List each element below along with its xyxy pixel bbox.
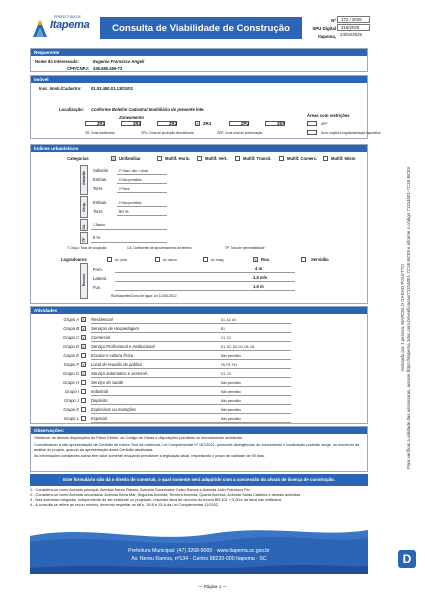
spu-value: 318/2025	[337, 24, 370, 31]
activity-name: Escolar e cultura física	[91, 353, 134, 358]
activity-row	[31, 415, 369, 423]
recuo-lateral-value: 1,5 m/s	[253, 275, 268, 280]
area-label-app: APP	[321, 122, 328, 126]
activity-info: C1, C2	[221, 336, 231, 340]
requerente-section	[30, 48, 368, 72]
signature-text	[400, 61, 412, 575]
zone-label-zep: ZEP	[277, 121, 286, 126]
logradouros-label: Logradouros	[61, 257, 87, 262]
activity-group-label: Grupo F	[63, 362, 79, 367]
activity-name: Serviço automotivo e assemel.	[91, 371, 149, 376]
activity-info: Não permitido	[221, 399, 241, 403]
categoria-unifamiliar: Unifamiliar	[119, 156, 141, 161]
row-embas-ocup-label: Embas.	[93, 200, 108, 205]
activity-info: G1, G2	[221, 372, 232, 376]
categoria-checkbox-unifamiliar[interactable]: X	[112, 157, 115, 161]
area-box-app[interactable]	[307, 121, 317, 126]
categoria-checkbox-multif-transit[interactable]	[235, 156, 240, 161]
activity-info: Não permitido	[221, 417, 241, 421]
spu-label: SPU Digital	[312, 26, 336, 31]
activity-info: Não permitido	[221, 408, 241, 412]
insc-label: Insc. Imob./Cadastro:	[39, 86, 82, 91]
categoria-multif-misto: Multif. Misto	[331, 156, 356, 161]
logradouro-av-princ: Av. princ.	[115, 258, 128, 262]
activity-info: Não permitido	[221, 381, 241, 385]
activity-checkbox[interactable]: X	[82, 372, 85, 376]
categoria-checkbox-multif-horiz[interactable]	[157, 156, 162, 161]
activity-row	[31, 316, 369, 324]
activity-row	[31, 388, 369, 396]
logradouro-av-secun: Av. secun.	[163, 258, 178, 262]
recuo-fundos-label: Fun.	[93, 285, 102, 290]
footer-address-line: Av. Nereu Ramos, nº134 · Centro 88220-000 Itapema - SC	[131, 556, 267, 562]
footer-notes	[30, 488, 368, 508]
indices-legend-tp: TP: Taxa de permeabilidade	[225, 246, 265, 250]
footer-contact-line: Prefeitura Municipal: (47) 3268-8000 · www.itapema.sc.gov.br	[128, 548, 270, 554]
activity-group-label: Grupo C	[63, 335, 79, 340]
number-label: Nº	[331, 18, 336, 23]
row-torre-ocup-label: Torre	[93, 209, 103, 214]
1doc-seal-icon: D	[398, 550, 416, 568]
activity-checkbox[interactable]	[81, 407, 86, 412]
logradouro-av-marg: Av. marg.	[211, 258, 225, 262]
footer-note-2: 2 - Considera-se como Avenida secundária: Avenida Beira Mar, Segunda Avenida, Terceira Avenida, Quarta Avenida, Avenida Santa Catarina e demais avenidas.	[30, 493, 302, 497]
activity-name: Local de reunião de público	[91, 362, 143, 367]
activity-name: Serviço Profissional e Institucional	[91, 344, 155, 349]
zone-label-zr4: ZR4	[203, 121, 211, 126]
observacao-2: Considerando a não apresentação da Certidão de Inteiro Teor da matrícula, Lei Complementar nº 167/2021, possíveis divergências de zoneamento e localização poderão surgir, no momento da análise do projeto, quando da apresentação desta Certidão atualizada.	[34, 442, 360, 452]
activity-checkbox[interactable]	[81, 380, 86, 385]
footer-banner: Este formulário não dá o direito de construir, o qual somente será adquirido com a concessão do alvará de licença de construção.	[30, 474, 368, 486]
activity-row	[31, 334, 369, 342]
activity-row	[31, 370, 369, 378]
activity-group-label: Grupo H	[63, 380, 79, 385]
recuo-fundos-value: 1,5 m	[253, 284, 264, 289]
observacoes-body	[34, 436, 364, 459]
activity-checkbox[interactable]: X	[82, 345, 85, 349]
signature-line-1: Assinado por 1 pessoa: MARCELO GAKHO POLETTO	[400, 264, 405, 372]
insc-value: 01.03.450.01.13/01/02	[91, 86, 133, 91]
indices-section	[30, 144, 368, 304]
row-torre-ocup-value: 50 %	[119, 209, 129, 214]
activity-name: Serviços de Hospedagem	[91, 326, 139, 331]
logo-text: Itapema	[50, 19, 90, 31]
indices-legend-tocup: T. Ocup./ Taxa de ocupação	[67, 246, 107, 250]
activity-group-label: Grupo K	[63, 407, 79, 412]
date-value: 24/04/2025	[340, 32, 362, 37]
activity-checkbox[interactable]: X	[82, 336, 85, 340]
row-tp-value: 5 %	[93, 235, 101, 240]
logradouro-checkbox-av-princ[interactable]	[107, 257, 112, 262]
name-label: Nome do Interessado:	[35, 59, 79, 64]
observacoes-section	[30, 426, 368, 472]
zone-label-zpu: ZPU	[241, 121, 250, 126]
row-subsolo-label: Subsolo	[93, 168, 109, 173]
activity-group-label: Grupo J	[64, 398, 79, 403]
row-embas-gab-label: Embas.	[93, 177, 108, 182]
categoria-multif-vert: Multif. Vert.	[205, 156, 228, 161]
page-number: — Página 1 —	[198, 584, 227, 589]
cpf-value: 436.680.469-72	[93, 66, 123, 71]
activity-info: Não permitido	[221, 390, 241, 394]
activity-group-label: Grupo E	[63, 353, 79, 358]
logradouro-servidao: Servidão	[311, 257, 329, 262]
logradouro-checkbox-av-marg[interactable]	[203, 257, 208, 262]
requerente-heading: Requerente	[31, 49, 367, 56]
indices-legend-ca: CA: Coeficiente de aproveitamento da terreno	[127, 246, 192, 250]
activity-group-label: Grupo D	[63, 344, 79, 349]
activity-group-label: Grupo A	[63, 317, 79, 322]
areas-label: Áreas com restrições	[307, 113, 350, 118]
logradouro-checkbox-rua[interactable]: X	[254, 258, 257, 262]
logradouro-checkbox-av-secun[interactable]	[155, 257, 160, 262]
logo-subtitle: PREFEITURA DE	[54, 15, 81, 19]
imovel-section	[30, 75, 381, 139]
recuo-frente-label: Fren.	[93, 267, 103, 272]
activity-group-label: Grupo I	[65, 389, 79, 394]
activity-info: A1, A2, A4	[221, 318, 236, 322]
activity-info: D1, D2, D3, D4, D5, D6	[221, 345, 255, 349]
categoria-checkbox-multif-comerc[interactable]	[279, 156, 284, 161]
name-value: Eugenio Francisco Angeli	[93, 59, 145, 64]
activity-name: Residencial	[91, 317, 113, 322]
activity-group-label: Grupo G	[62, 371, 79, 376]
activity-name: Explosivos ou munições	[91, 407, 136, 412]
zone-label-zr1: ZR1	[97, 121, 105, 126]
logo-icon	[30, 17, 50, 39]
footer-note-1: 1 - Considera-se como Avenida principal: Avenida Nereu Ramos, Avenida Governador Celso Ramos e Avenida João Francisco Pio.	[30, 488, 251, 492]
observacoes-heading: Observações:	[31, 427, 367, 434]
area-label-especifica: Área: sujeita à regulamentação específica	[321, 131, 381, 135]
cpf-label: CPF/CNPJ:	[67, 66, 90, 71]
activity-info: B1	[221, 327, 225, 331]
loc-label: Localização:	[59, 107, 85, 112]
city-logo	[30, 14, 96, 42]
activity-info: F8, F9, F11	[221, 363, 238, 367]
group-ocupacao: Ocup.	[80, 196, 88, 218]
activity-checkbox[interactable]	[81, 398, 86, 403]
observacao-3: As informações constantes acima tem valor somente enquanto prevalecer a legislação atual, respeitando o prazo de validade de 90 dias.	[34, 454, 265, 459]
zone-legend-zep: ZEP: Zona rural de preservação	[217, 131, 263, 135]
activity-checkbox[interactable]: X	[82, 327, 85, 331]
footer-wave-graphic	[30, 518, 368, 574]
activity-row	[31, 361, 369, 369]
recuo-lateral-label: Lateral.	[93, 276, 107, 281]
categoria-multif-horiz: Multif. Horiz.	[165, 156, 191, 161]
zone-legend-zpu: ZPU: Zona de produção diversificada	[141, 131, 194, 135]
categorias-label: Categorias	[67, 156, 89, 161]
logradouro-checkbox-servidao[interactable]	[301, 257, 306, 262]
activity-checkbox[interactable]: X	[82, 318, 85, 322]
row-embas-gab-value: 0 Não permitido	[119, 178, 142, 182]
activity-name: Industrial	[91, 389, 108, 394]
date-label: Itapema,	[318, 34, 336, 39]
logradouro-rua: Rua	[261, 257, 269, 262]
activity-row	[31, 325, 369, 333]
activity-row	[31, 406, 369, 414]
footer-note-3: 3 - Nas avenidas marginais, independente de ser existente ou projetado, respeitar faixa de domínio do trecho BR-101 + 5,00m da faixa não edificável.	[30, 498, 283, 502]
zone-legend-zr: ZR: Zona residencial	[85, 131, 115, 135]
categoria-checkbox-multif-vert[interactable]	[197, 156, 202, 161]
recuos-note: Rio/Nascente/Curso de água: Lei 12.651/2012.	[111, 294, 178, 298]
loc-value: Conforme Boletim Cadastral Imobiliário do presente lote.	[91, 107, 205, 112]
document-title: Consulta de Viabilidade de Construção	[100, 17, 302, 39]
group-recuos: Recuos	[80, 263, 88, 299]
row-embas-ocup-value: 0 Não permitido	[119, 201, 142, 205]
activity-row	[31, 352, 369, 360]
atividades-heading: Atividades	[31, 307, 367, 314]
activity-checkbox[interactable]	[81, 389, 86, 394]
categoria-checkbox-multif-misto[interactable]	[323, 156, 328, 161]
activity-name: Depósito	[91, 398, 108, 403]
group-tp: TP	[80, 232, 88, 244]
atividades-section	[30, 306, 368, 424]
zone-label-zr2: ZR2	[133, 121, 141, 126]
activity-name: Comercial	[91, 335, 110, 340]
activity-checkbox[interactable]	[81, 416, 86, 421]
zone-label-zr3: ZR3	[169, 121, 177, 126]
signature-line-2: Para verificar a validade das assinaturas, acesse https://itapema.1doc.com.br/verificacao/71314001-7C1E-BC09 e informe o código 71314001-7C1E-BC09	[406, 167, 411, 469]
imovel-heading: Imóvel	[31, 76, 367, 83]
row-subsolo-value: P. Raso, não + pilots	[119, 169, 149, 173]
document-meta	[312, 16, 372, 40]
area-box-especifica[interactable]	[307, 130, 317, 135]
activity-row	[31, 343, 369, 351]
row-ca-value: 1 Básico	[93, 223, 106, 227]
activity-row	[31, 397, 369, 405]
observacao-1: Obedecer as demais disposições do Plano Diretor, do Código de Obras e disposições previstas no licenciamento ambiental.	[34, 436, 243, 440]
footer-note-4: 4 - A consulta se refere ao recuo mínimo, devendo respeitar os art's. 15-B e 15-A da Lei Complementar 11/2002.	[30, 503, 219, 507]
number-value: 172 / 2025	[337, 16, 370, 23]
recuo-frente-value: 4 m	[255, 266, 263, 271]
categoria-multif-comerc: Multif. Comerc.	[287, 156, 318, 161]
activity-group-label: Grupo B	[63, 326, 79, 331]
activity-name: Serviço de saúde	[91, 380, 124, 385]
header	[30, 14, 368, 42]
activity-row	[31, 379, 369, 387]
activity-checkbox[interactable]	[81, 353, 86, 358]
group-ca: CA	[80, 219, 88, 231]
activity-name: Especial	[91, 416, 107, 421]
activity-info: Não permitido	[221, 354, 241, 358]
footer-city-banner	[30, 518, 368, 574]
indices-heading: Índices urbanísticos	[31, 145, 367, 152]
group-gabarito: Gabarito	[80, 165, 88, 195]
zone-checkbox-zr4[interactable]: X	[196, 122, 199, 126]
activity-checkbox[interactable]: X	[82, 363, 85, 367]
activity-group-label: Grupo L	[63, 416, 79, 421]
categoria-multif-transit: Multif. Transit.	[243, 156, 272, 161]
row-torre-gab-value: 2 Pisos	[119, 187, 130, 191]
signature-strip	[400, 58, 412, 578]
zoneamento-label: Zoneamento	[119, 115, 144, 120]
row-torre-gab-label: Torre	[93, 186, 103, 191]
